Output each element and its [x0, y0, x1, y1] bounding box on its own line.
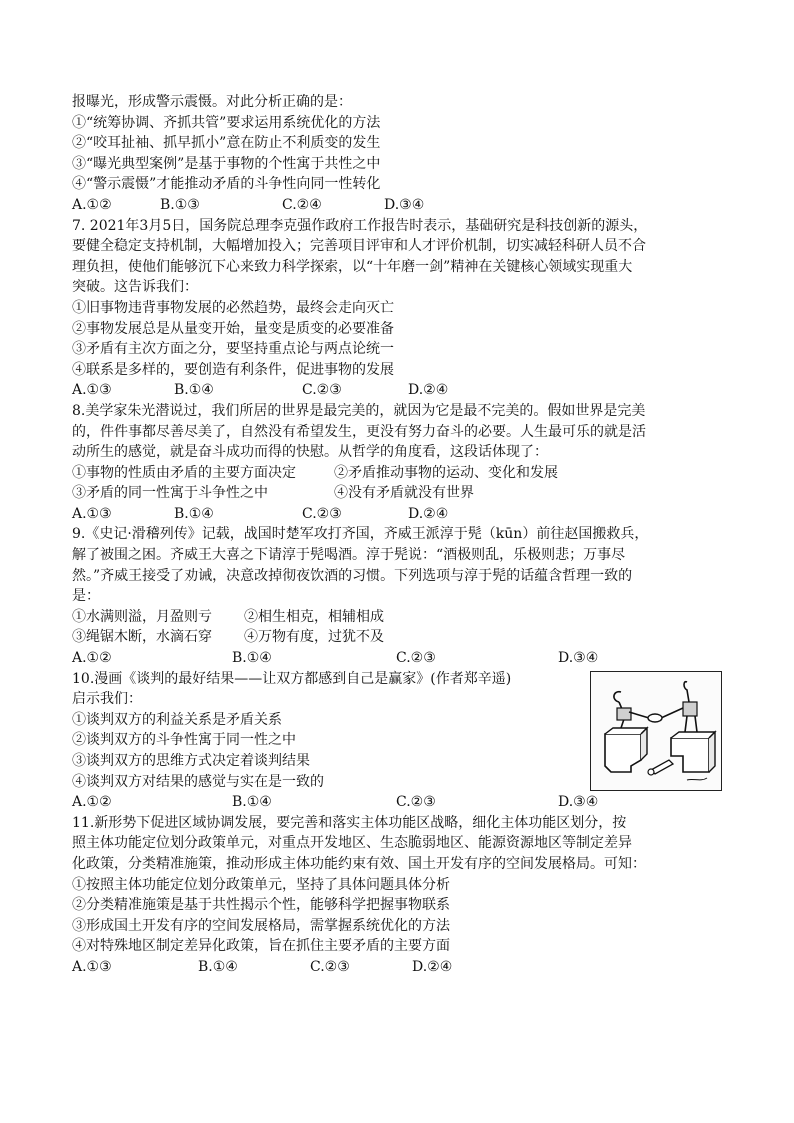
q10-options — [72, 792, 722, 813]
handshake-cartoon-icon — [591, 672, 721, 790]
q11-option-c[interactable]: C.②③ — [310, 958, 350, 975]
q11-option-d[interactable]: D.②④ — [412, 958, 453, 975]
q11-option-b[interactable]: B.①④ — [198, 958, 238, 975]
q9-stem-3: 然。”齐威王接受了劝诫，决意改掉彻夜饮酒的习惯。下列选项与淳于髡的话蕴含哲理一致的 — [72, 567, 633, 584]
q9-option-a[interactable]: A.①② — [72, 650, 112, 667]
q6-option-b[interactable]: B.①③ — [160, 196, 200, 213]
q7-stem-1: 7. 2021年3月5日，国务院总理李克强作政府工作报告时表示，基础研究是科技创新的源头， — [72, 217, 648, 234]
q8-item-4: ④没有矛盾就没有世界 — [334, 485, 474, 502]
question-10 — [72, 669, 722, 813]
q10-item-1: ①谈判双方的利益关系是矛盾关系 — [72, 711, 282, 728]
q11-stem-3: 化政策，分类精准施策，推动形成主体功能约束有效、国土开发有序的空间发展格局。可知： — [72, 855, 646, 872]
q9-option-b[interactable]: B.①④ — [232, 650, 272, 667]
q7-stem-4: 突破。这告诉我们： — [72, 279, 198, 296]
q6-option-d[interactable]: D.③④ — [384, 196, 425, 213]
q8-items-row-2 — [72, 483, 722, 504]
q8-items-row-1 — [72, 463, 722, 484]
q8-stem-2: 的，件件事都尽善尽美了，自然没有希望发生，更没有努力奋斗的必要。人生最可乐的就是活 — [72, 423, 646, 440]
q6-item-1: ①“统筹协调、齐抓共管”要求运用系统优化的方法 — [72, 114, 381, 131]
q10-option-d[interactable]: D.③④ — [558, 794, 599, 811]
q9-option-c[interactable]: C.②③ — [396, 650, 436, 667]
q10-option-b[interactable]: B.①④ — [232, 794, 272, 811]
q6-item-2: ②“咬耳扯袖、抓早抓小”意在防止不利质变的发生 — [72, 135, 381, 152]
q10-stem-1: 10.漫画《谈判的最好结果——让双方都感到自己是赢家》(作者郑辛遥) — [72, 670, 512, 687]
q10-stem-2: 启示我们： — [72, 691, 142, 708]
question-9 — [72, 524, 722, 668]
q8-option-b[interactable]: B.①④ — [174, 505, 214, 522]
question-11 — [72, 813, 722, 978]
q8-stem-3: 动所生的感觉，就是奋斗成功而得的快慰。从哲学的角度看，这段话体现了： — [72, 444, 548, 461]
q11-stem-1: 11.新形势下促进区域协调发展，要完善和落实主体功能区战略，细化主体功能区划分，按 — [72, 814, 627, 831]
q8-option-d[interactable]: D.②④ — [408, 505, 449, 522]
q8-item-3: ③矛盾的同一性寓于斗争性之中 — [72, 485, 268, 502]
q11-stem-2: 照主体功能定位划分政策单元，对重点开发地区、生态脆弱地区、能源资源地区等制定差异 — [72, 835, 632, 852]
q8-item-1: ①事物的性质由矛盾的主要方面决定 — [72, 464, 296, 481]
q9-item-3: ③绳锯木断，水滴石穿 — [72, 629, 212, 646]
q9-stem-2: 解了被围之困。齐威王大喜之下请淳于髡喝酒。淳于髡说：“酒极则乱，乐极则悲；万事尽 — [72, 547, 626, 564]
q7-item-4: ④联系是多样的，要创造有利条件，促进事物的发展 — [72, 361, 394, 378]
q8-options — [72, 504, 722, 525]
negotiation-cartoon — [590, 671, 722, 791]
q9-item-4: ④万物有度，过犹不及 — [244, 629, 384, 646]
q11-item-2: ②分类精准施策是基于共性揭示个性，能够科学把握事物联系 — [72, 897, 450, 914]
q7-item-2: ②事物发展总是从量变开始，量变是质变的必要准备 — [72, 320, 394, 337]
q9-item-1: ①水满则溢，月盈则亏 — [72, 608, 212, 625]
q7-stem-2: 要健全稳定支持机制，大幅增加投入；完善项目评审和人才评价机制，切实减轻科研人员不合 — [72, 238, 646, 255]
q7-stem-3: 理负担，使他们能够沉下心来致力科学探索，以“十年磨一剑”精神在关键核心领域实现重大 — [72, 258, 633, 275]
q6-item-4: ④“警示震慑”才能推动矛盾的斗争性向同一性转化 — [72, 176, 381, 193]
question-8 — [72, 401, 722, 525]
q9-stem-4: 是： — [72, 588, 100, 605]
q6-option-c[interactable]: C.②④ — [282, 196, 322, 213]
q10-item-2: ②谈判双方的斗争性寓于同一性之中 — [72, 732, 296, 749]
q8-option-c[interactable]: C.②③ — [302, 505, 342, 522]
q6-stem-tail: 报曝光，形成警示震慑。对此分析正确的是： — [72, 94, 352, 110]
q8-stem-1: 8.美学家朱光潜说过，我们所居的世界是最完美的，就因为它是最不完美的。假如世界是完美 — [72, 402, 646, 419]
q9-option-d[interactable]: D.③④ — [558, 650, 599, 667]
q9-stem-1: 9.《史记·滑稽列传》记载，战国时楚军攻打齐国，齐威王派淳于髡（kūn）前往赵国搬救兵， — [72, 526, 649, 543]
q10-option-c[interactable]: C.②③ — [396, 794, 436, 811]
q11-item-3: ③形成国土开发有序的空间发展格局，需掌握系统优化的方法 — [72, 917, 450, 934]
q11-item-1: ①按照主体功能定位划分政策单元，坚持了具体问题具体分析 — [72, 876, 450, 893]
q11-item-4: ④对特殊地区制定差异化政策，旨在抓住主要矛盾的主要方面 — [72, 938, 450, 955]
q6-options — [72, 195, 722, 216]
q7-item-1: ①旧事物违背事物发展的必然趋势，最终会走向灭亡 — [72, 299, 394, 316]
q8-option-a[interactable]: A.①③ — [72, 505, 112, 522]
q9-item-2: ②相生相克，相辅相成 — [244, 608, 384, 625]
question-6 — [72, 92, 722, 216]
q11-option-a[interactable]: A.①③ — [72, 958, 112, 975]
q8-item-2: ②矛盾推动事物的运动、变化和发展 — [334, 464, 558, 481]
q7-option-c[interactable]: C.②③ — [302, 382, 342, 399]
q9-items-row-2 — [72, 627, 722, 648]
q11-options — [72, 957, 722, 978]
q7-options — [72, 380, 722, 401]
q7-option-d[interactable]: D.②④ — [408, 382, 449, 399]
question-7 — [72, 216, 722, 401]
q9-options — [72, 648, 722, 669]
exam-content — [72, 92, 722, 978]
q10-option-a[interactable]: A.①② — [72, 794, 112, 811]
q7-item-3: ③矛盾有主次方面之分，要坚持重点论与两点论统一 — [72, 341, 394, 358]
q10-item-4: ④谈判双方对结果的感觉与实在是一致的 — [72, 773, 324, 790]
q9-items-row-1 — [72, 607, 722, 628]
q7-option-b[interactable]: B.①④ — [174, 382, 214, 399]
q10-item-3: ③谈判双方的思维方式决定着谈判结果 — [72, 753, 310, 769]
q7-option-a[interactable]: A.①③ — [72, 382, 112, 399]
q6-item-3: ③“曝光典型案例”是基于事物的个性寓于共性之中 — [72, 155, 381, 172]
q6-option-a[interactable]: A.①② — [72, 196, 112, 213]
